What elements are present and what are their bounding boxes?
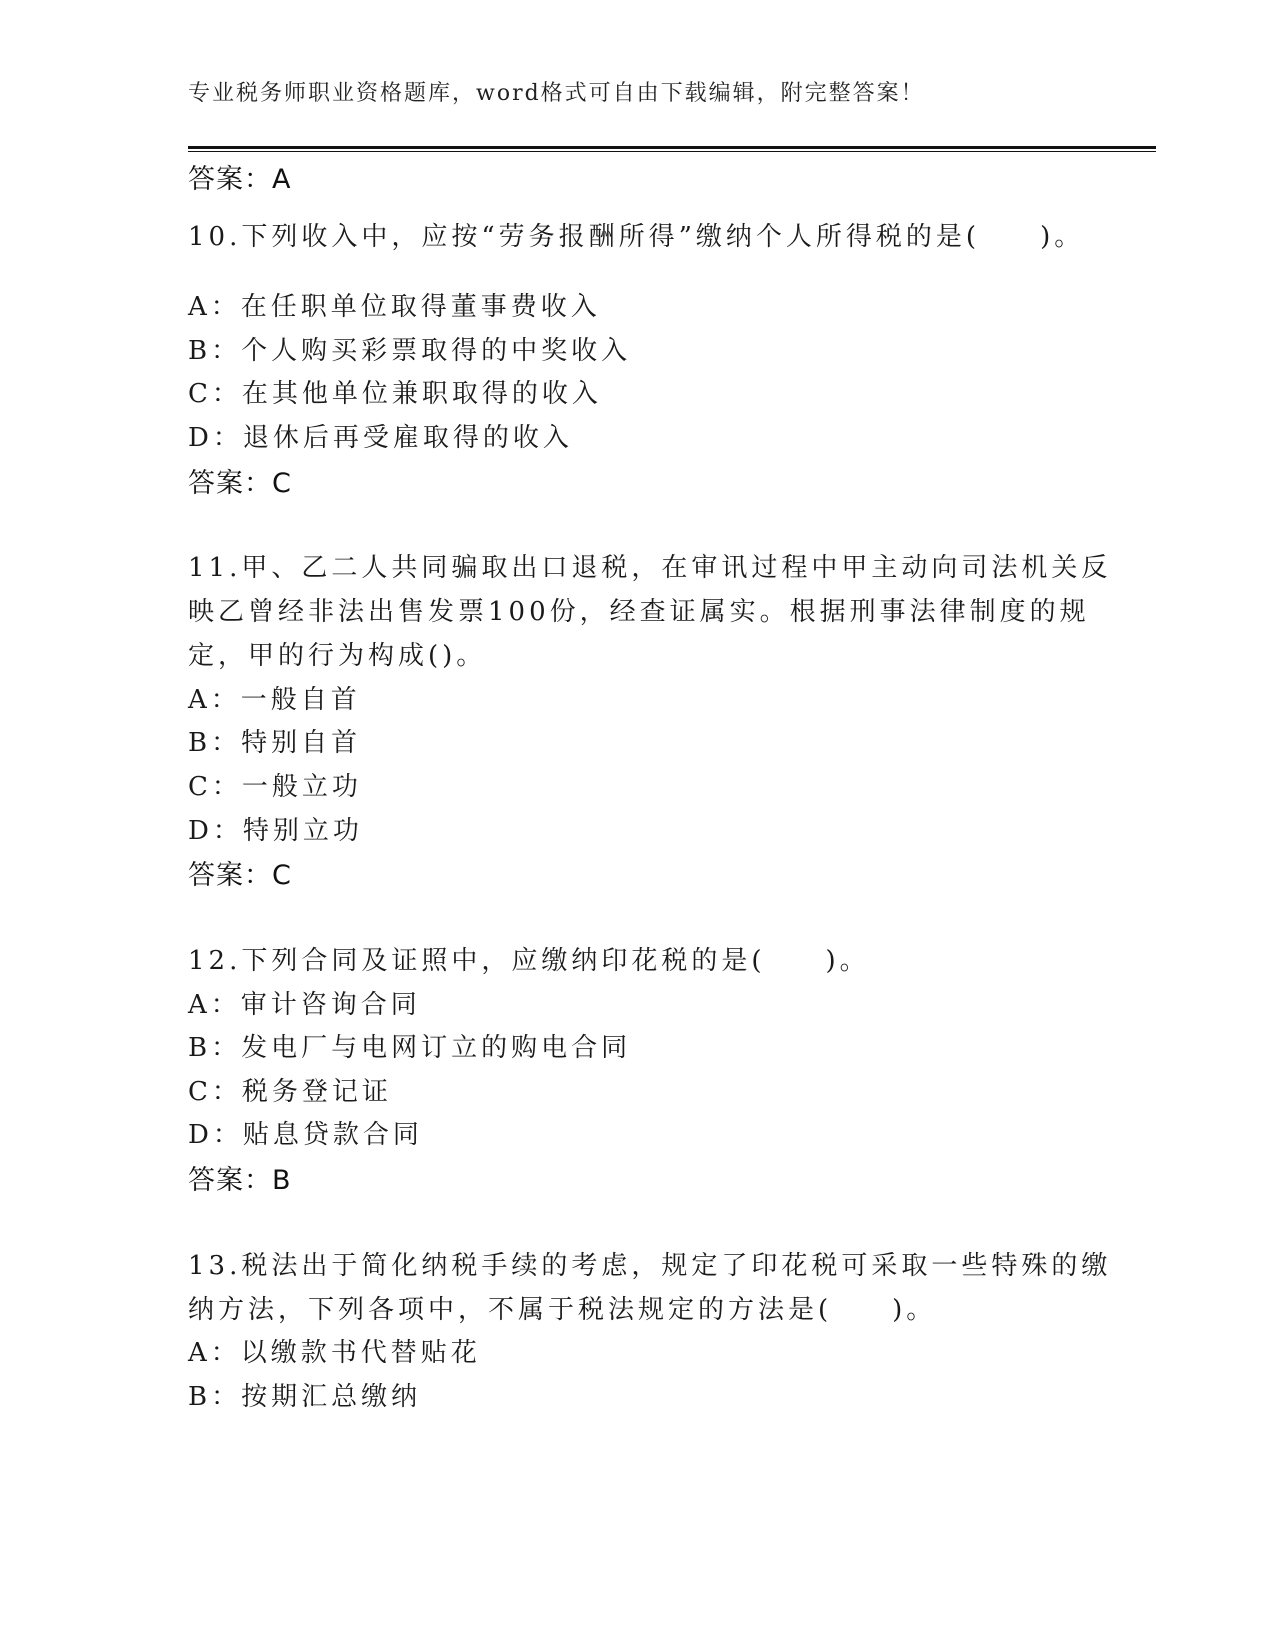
question-10-option-c: C：在其他单位兼职取得的收入	[188, 379, 602, 409]
question-10-option-b: B：个人购买彩票取得的中奖收入	[188, 336, 632, 366]
answer-previous: 答案：A	[188, 164, 292, 195]
question-13-stem-line-2: 纳方法，下列各项中，不属于税法规定的方法是( )。	[188, 1295, 937, 1325]
question-11-option-b: B：特别自首	[188, 728, 362, 758]
header-rule-thin	[188, 151, 1156, 152]
question-12-option-d: D：贴息贷款合同	[188, 1120, 423, 1150]
question-13-stem-line-1: 13.税法出于简化纳税手续的考虑，规定了印花税可采取一些特殊的缴	[188, 1251, 1112, 1281]
question-11-option-a: A：一般自首	[188, 685, 361, 715]
question-12-option-b: B：发电厂与电网订立的购电合同	[188, 1033, 632, 1063]
question-12-option-a: A：审计咨询合同	[188, 990, 421, 1020]
question-11-option-c: C：一般立功	[188, 772, 362, 802]
header-rule-thick	[188, 146, 1156, 149]
question-11-answer: 答案：C	[188, 860, 292, 891]
question-10-stem: 10.下列收入中，应按“劳务报酬所得”缴纳个人所得税的是( )。	[188, 222, 1085, 252]
question-11-option-d: D：特别立功	[188, 816, 363, 846]
question-12-stem: 12.下列合同及证照中，应缴纳印花税的是( )。	[188, 946, 870, 976]
page-header: 专业税务师职业资格题库，word格式可自由下载编辑，附完整答案！	[188, 81, 925, 106]
question-13-option-a: A：以缴款书代替贴花	[188, 1338, 481, 1368]
question-12-answer: 答案：B	[188, 1165, 292, 1196]
question-11-stem-line-1: 11.甲、乙二人共同骗取出口退税，在审讯过程中甲主动向司法机关反	[188, 553, 1112, 583]
question-10-option-d: D：退休后再受雇取得的收入	[188, 423, 573, 453]
question-10-option-a: A：在任职单位取得董事费收入	[188, 292, 601, 322]
question-11-stem-line-2: 映乙曾经非法出售发票100份，经查证属实。根据刑事法律制度的规	[188, 597, 1090, 627]
question-12-option-c: C：税务登记证	[188, 1077, 392, 1107]
question-13-option-b: B：按期汇总缴纳	[188, 1382, 422, 1412]
question-10-answer: 答案：C	[188, 468, 292, 499]
question-11-stem-line-3: 定，甲的行为构成()。	[188, 641, 487, 671]
